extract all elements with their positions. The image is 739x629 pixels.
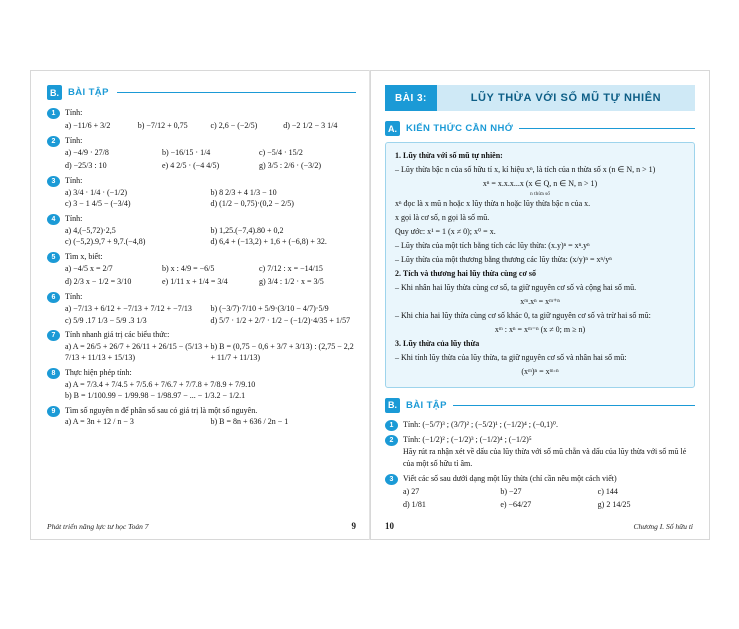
exercise-item: c) 7/12 : x = −14/15 — [259, 264, 323, 274]
exercises-badge: B. — [385, 398, 400, 413]
knowledge-formula: xᵐ.xⁿ = xᵐ⁺ⁿ — [520, 296, 560, 306]
list-item — [385, 473, 695, 511]
footer-book-title: Phát triển năng lực tư học Toán 7 — [47, 521, 149, 531]
exercise-number: 3 — [47, 176, 60, 187]
knowledge-formula: xⁿ = x.x.x...x (x ∈ Q, n ∈ N, n > 1) — [482, 179, 598, 188]
exercise-body — [65, 175, 356, 210]
knowledge-formula: (xᵐ)ⁿ = xᵐ·ⁿ — [521, 366, 559, 376]
exercise-lead: Tính: — [65, 213, 83, 223]
right-exercises-header — [385, 398, 695, 413]
left-section-header — [47, 85, 356, 100]
knowledge-line: x gọi là cơ số, n gọi là số mũ. — [395, 212, 490, 222]
exercise-item: a) −11/6 + 3/2 — [65, 120, 111, 130]
exercise-item: d) −2 1/2 − 3 1/4 — [283, 120, 338, 130]
knowledge-line: – Khi tính lũy thừa của lũy thừa, ta giữ nguyên cơ số và nhân hai số mũ: — [395, 352, 627, 362]
exercise-item: b) x : 4/9 = −6/5 — [162, 264, 215, 274]
exercise-body — [65, 107, 356, 132]
knowledge-line: xⁿ đọc là x mũ n hoặc x lũy thừa n hoặc lũy thừa bậc n của x. — [395, 198, 591, 208]
knowledge-heading: 2. Tích và thương hai lũy thừa cùng cơ số — [395, 268, 537, 278]
exercise-body — [403, 434, 695, 470]
list-item — [47, 107, 356, 132]
knowledge-formula: xᵐ : xⁿ = xᵐ⁻ⁿ (x ≠ 0; m ≥ n) — [494, 324, 586, 334]
exercise-body — [65, 367, 356, 402]
exercise-lead: Tìm số nguyên n để phân số sau có giá trị là một số nguyên. — [65, 405, 258, 415]
page-number: 10 — [385, 521, 394, 531]
lesson-tag: BÀI 3: — [385, 85, 437, 111]
exercise-item: g) 2 14/25 — [597, 499, 631, 509]
exercise-item: d) 6,4 + (−13,2) + 1,6 + (−6,8) + 32. — [210, 237, 327, 247]
left-page-footer — [47, 521, 356, 531]
exercise-lead: Tính: — [65, 135, 83, 145]
exercise-item: g) 3/4 : 1/2 · x = 3/5 — [259, 277, 324, 287]
knowledge-header — [385, 121, 695, 136]
exercise-lead: Tính: — [65, 292, 83, 302]
list-item — [47, 135, 356, 173]
exercise-item: e) 4 2/5 · (−4 4/5) — [162, 161, 220, 171]
exercise-body — [65, 291, 356, 326]
exercise-item: a) A = 3n + 12 / n − 3 — [65, 417, 134, 427]
exercise-item: d) −25/3 : 10 — [65, 161, 107, 171]
exercise-item: c) −5/4 · 15/2 — [259, 148, 303, 158]
exercise-number: 8 — [47, 368, 60, 379]
exercise-item: b) B = 8n + 636 / 2n − 1 — [210, 417, 289, 427]
list-item — [385, 434, 695, 470]
knowledge-line: – Lũy thừa của một thương bằng thương các lũy thừa: (x/y)ⁿ = xⁿ/yⁿ — [395, 254, 612, 264]
exercise-item: a) −7/13 + 6/12 + −7/13 + 7/12 + −7/13 — [65, 303, 192, 313]
right-exercise-list — [385, 419, 695, 511]
exercise-item: d) 5/7 · 1/2 + 2/7 · 1/2 − (−1/2)·4/35 + 1/57 — [210, 315, 351, 325]
footer-chapter-title: Chương I. Số hữu tỉ — [633, 521, 693, 531]
knowledge-rule — [519, 128, 695, 129]
section-badge: B. — [47, 85, 62, 100]
section-rule — [117, 92, 356, 93]
exercise-item: b) B = 1/100.99 − 1/99.98 − 1/98.97 − ... − 1/3.2 − 1/2.1 — [65, 391, 246, 401]
list-item — [47, 329, 356, 364]
knowledge-box — [385, 142, 695, 388]
knowledge-badge: A. — [385, 121, 400, 136]
exercise-lead: Tìm x, biết: — [65, 251, 103, 261]
exercise-item: a) −4/9 · 27/8 — [65, 148, 109, 158]
exercise-body — [65, 251, 356, 289]
lesson-title: LŨY THỪA VỚI SỐ MŨ TỰ NHIÊN — [437, 85, 695, 111]
exercise-item: a) A = 7/3.4 + 7/4.5 + 7/5.6 + 7/6.7 + 7/7.8 + 7/8.9 + 7/9.10 — [65, 379, 256, 389]
exercise-item: b) 1,25.(−7,4).80 + 0,2 — [210, 225, 284, 235]
exercise-body — [65, 329, 356, 364]
exercise-lead: Tính: — [65, 108, 83, 117]
right-page-footer — [385, 521, 693, 531]
exercise-number: 1 — [385, 420, 398, 431]
exercise-item: d) 1/81 — [403, 499, 426, 509]
list-item — [47, 405, 356, 428]
exercise-note: Hãy rút ra nhận xét về dấu của lũy thừa với số mũ chẵn và dấu của lũy thừa với số mũ lẻ của một số hữu tỉ âm. — [403, 446, 687, 468]
exercise-lead: Tính: — [403, 419, 421, 429]
exercise-lead: Tính: — [65, 176, 83, 186]
knowledge-line: Quy ước: x¹ = 1 (x ≠ 0); x⁰ = x. — [395, 226, 496, 236]
right-page — [370, 70, 710, 540]
exercise-item: (−5/7)³ ; (3/7)² ; (−5/2)¹ ; (−1/2)⁴ ; (−0,1)⁰. — [422, 419, 559, 429]
exercise-item: b) −7/12 + 0,75 — [137, 120, 188, 130]
list-item — [47, 175, 356, 210]
knowledge-title: KIẾN THỨC CẦN NHỚ — [406, 123, 514, 134]
section-title: BÀI TẬP — [68, 87, 109, 98]
exercise-number: 3 — [385, 474, 398, 485]
exercise-item: d) (1/2 − 0,75)·(0,2 − 2/5) — [210, 199, 294, 209]
list-item — [47, 367, 356, 402]
exercise-lead: Viết các số sau dưới dạng một lũy thừa (chỉ cần nêu một cách viết) — [403, 473, 617, 483]
knowledge-line: – Khi nhân hai lũy thừa cùng cơ số, ta giữ nguyên cơ số và cộng hai số mũ. — [395, 282, 637, 292]
exercise-number: 1 — [47, 108, 60, 119]
exercise-item: a) A = 26/5 + 26/7 + 26/11 + 26/15 − (5/13 + 7/13 + 11/13 + 15/13) — [65, 341, 209, 363]
exercise-number: 9 — [47, 406, 60, 417]
knowledge-heading: 1. Lũy thừa với số mũ tự nhiên: — [395, 151, 503, 160]
exercise-item: a) 4,(−5,72)·2,5 — [65, 225, 116, 235]
exercise-item: a) −4/5 x = 2/7 — [65, 264, 113, 274]
exercise-item: b) (−3/7)·7/10 + 5/9·(3/10 − 4/7)·5/9 — [210, 303, 329, 313]
exercises-rule — [453, 405, 695, 406]
exercises-title: BÀI TẬP — [406, 399, 447, 411]
exercise-item: b) −16/15 · 1/4 — [162, 148, 211, 158]
exercise-body — [65, 135, 356, 173]
exercise-number: 7 — [47, 330, 60, 341]
exercise-item: c) 2,6 − (−2/5) — [210, 120, 258, 130]
left-exercise-list — [47, 107, 356, 428]
page-number: 9 — [351, 521, 356, 531]
exercise-item: b) 8 2/3 + 4 1/3 − 10 — [210, 187, 277, 197]
exercise-number: 4 — [47, 214, 60, 225]
exercise-item: c) (−5,2).9,7 + 9,7.(−4,8) — [65, 237, 146, 247]
exercise-item: b) B = (0,75 − 0,6 + 3/7 + 3/13) : (2,75 − 2,2 + 11/7 + 11/13) — [210, 341, 354, 363]
exercise-body — [65, 405, 356, 428]
exercise-item: b) −27 — [500, 486, 522, 496]
exercise-lead: Thực hiện phép tính: — [65, 367, 132, 377]
exercise-number: 2 — [385, 435, 398, 446]
exercise-body — [65, 213, 356, 248]
list-item — [385, 419, 695, 431]
exercise-item: (−1/2)² ; (−1/2)³ ; (−1/2)⁴ ; (−1/2)⁵ — [422, 434, 532, 444]
exercise-item: e) −64/27 — [500, 499, 532, 509]
exercise-number: 5 — [47, 252, 60, 263]
list-item — [47, 291, 356, 326]
exercise-number: 2 — [47, 136, 60, 147]
exercise-lead: Tính: — [403, 434, 421, 444]
left-page — [30, 70, 370, 540]
exercise-item: g) 3/5 : 2/6 · (−3/2) — [259, 161, 322, 171]
exercise-item: c) 3 − 1 4/5 − (−3/4) — [65, 199, 131, 209]
list-item — [47, 213, 356, 248]
lesson-header — [385, 85, 695, 111]
exercise-item: d) 2/3 x − 1/2 = 3/10 — [65, 277, 132, 287]
knowledge-line: – Lũy thừa bậc n của số hữu tỉ x, kí hiệu xⁿ, là tích của n thừa số x (n ∈ N, n > 1) — [395, 165, 656, 174]
exercise-item: c) 5/9 .17 1/3 − 5/9 .3 1/3 — [65, 315, 147, 325]
exercise-item: c) 144 — [597, 486, 618, 496]
exercise-lead: Tính nhanh giá trị các biểu thức: — [65, 330, 170, 340]
exercise-item: a) 27 — [403, 486, 420, 496]
book-spread — [30, 70, 710, 540]
knowledge-underbrace: n thừa số — [529, 191, 551, 197]
exercise-number: 6 — [47, 292, 60, 303]
exercise-body — [403, 473, 695, 511]
exercise-body — [403, 419, 695, 431]
knowledge-heading: 3. Lũy thừa của lũy thừa — [395, 338, 480, 348]
list-item — [47, 251, 356, 289]
exercise-item: a) 3/4 · 1/4 · (−1/2) — [65, 187, 128, 197]
knowledge-line: – Khi chia hai lũy thừa cùng cơ số khác 0, ta giữ nguyên cơ số và trừ hai số mũ: — [395, 310, 651, 320]
exercise-item: e) 1/11 x + 1/4 = 3/4 — [162, 277, 228, 287]
knowledge-line: – Lũy thừa của một tích bằng tích các lũy thừa: (x.y)ⁿ = xⁿ.yⁿ — [395, 240, 590, 250]
